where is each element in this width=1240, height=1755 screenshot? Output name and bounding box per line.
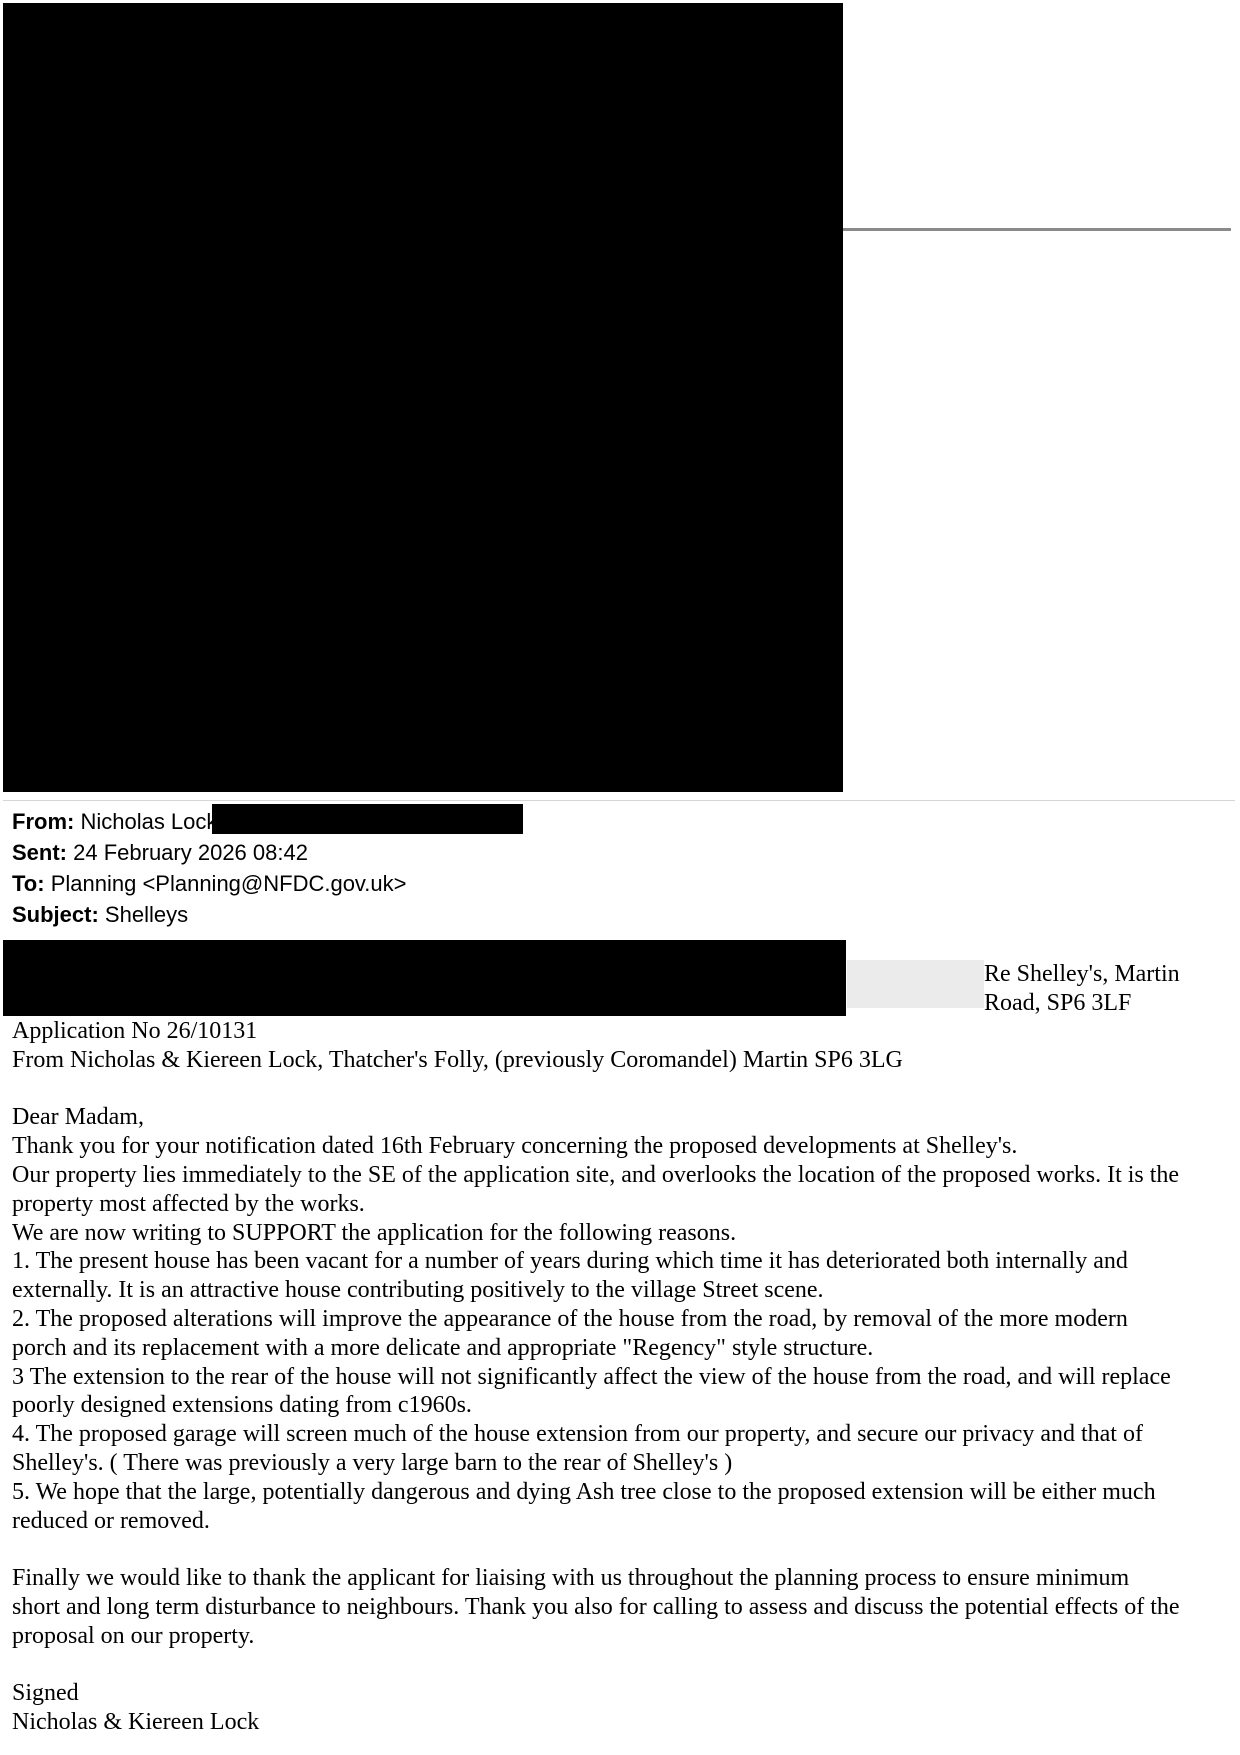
email-sent-row	[12, 837, 407, 868]
signature-name: Nicholas & Kiereen Lock	[12, 1709, 260, 1736]
application-number: Application No 26/10131	[12, 1018, 258, 1044]
letter-body	[12, 1017, 1232, 1737]
email-header	[12, 806, 407, 930]
body-line: externally. It is an attractive house contributing positively to the village Street scene.	[12, 1277, 824, 1304]
re-line: Re Shelley's, Martin	[984, 961, 1180, 987]
email-sent-label: Sent:	[12, 840, 67, 865]
email-to-label: To:	[12, 871, 45, 896]
horizontal-rule-right	[843, 228, 1231, 231]
email-separator-rule	[3, 800, 1235, 801]
email-sent-value: 24 February 2026 08:42	[73, 840, 308, 865]
body-line: porch and its replacement with a more delicate and appropriate "Regency" style structure.	[12, 1334, 874, 1361]
body-line: 1. The present house has been vacant for a number of years during which time it has deteriorated both internally and	[12, 1248, 1128, 1275]
email-subject-label: Subject:	[12, 902, 99, 927]
signoff: Signed	[12, 1680, 79, 1707]
letter-re-address	[984, 960, 1234, 1018]
email-to-row	[12, 868, 407, 899]
email-from-value: Nicholas Lock	[80, 809, 218, 834]
letter-from-line: From Nicholas & Kiereen Lock, Thatcher's Folly, (previously Coromandel) Martin SP6 3LG	[12, 1046, 903, 1073]
body-line: poorly designed extensions dating from c1960s.	[12, 1392, 472, 1419]
body-line: 5. We hope that the large, potentially dangerous and dying Ash tree close to the proposed extension will be either much	[12, 1478, 1156, 1505]
body-line: 3 The extension to the rear of the house will not significantly affect the view of the house from the road, and will replace	[12, 1363, 1171, 1390]
redaction-block-top	[3, 3, 843, 792]
closing-line: Finally we would like to thank the applicant for liaising with us throughout the planning process to ensure minimum	[12, 1565, 1130, 1592]
email-from-label: From:	[12, 809, 75, 834]
address-placeholder-block	[847, 960, 984, 1008]
body-line: 2. The proposed alterations will improve the appearance of the house from the road, by removal of the more modern	[12, 1305, 1128, 1332]
email-to-value: Planning <Planning@NFDC.gov.uk>	[50, 871, 407, 896]
salutation: Dear Madam,	[12, 1104, 144, 1131]
email-subject-value: Shelleys	[104, 902, 189, 927]
body-line: Thank you for your notification dated 16th February concerning the proposed developments at Shelley's.	[12, 1133, 1018, 1160]
closing-line: short and long term disturbance to neighbours. Thank you also for calling to assess and discuss the potential effects of the	[12, 1593, 1180, 1620]
body-line: Our property lies immediately to the SE of the application site, and overlooks the location of the proposed works. It is the	[12, 1161, 1180, 1188]
body-line: reduced or removed.	[12, 1507, 210, 1534]
body-line: We are now writing to SUPPORT the application for the following reasons.	[12, 1219, 737, 1246]
body-line: property most affected by the works.	[12, 1190, 365, 1217]
email-from-row	[12, 806, 407, 837]
body-line: Shelley's. ( There was previously a very large barn to the rear of Shelley's )	[12, 1449, 733, 1476]
re-line: Road, SP6 3LF	[984, 989, 1132, 1016]
body-line: 4. The proposed garage will screen much of the house extension from our property, and secure our privacy and that of	[12, 1421, 1143, 1448]
redaction-block-middle	[3, 940, 846, 1016]
email-subject-row	[12, 899, 407, 930]
closing-line: proposal on our property.	[12, 1622, 255, 1649]
